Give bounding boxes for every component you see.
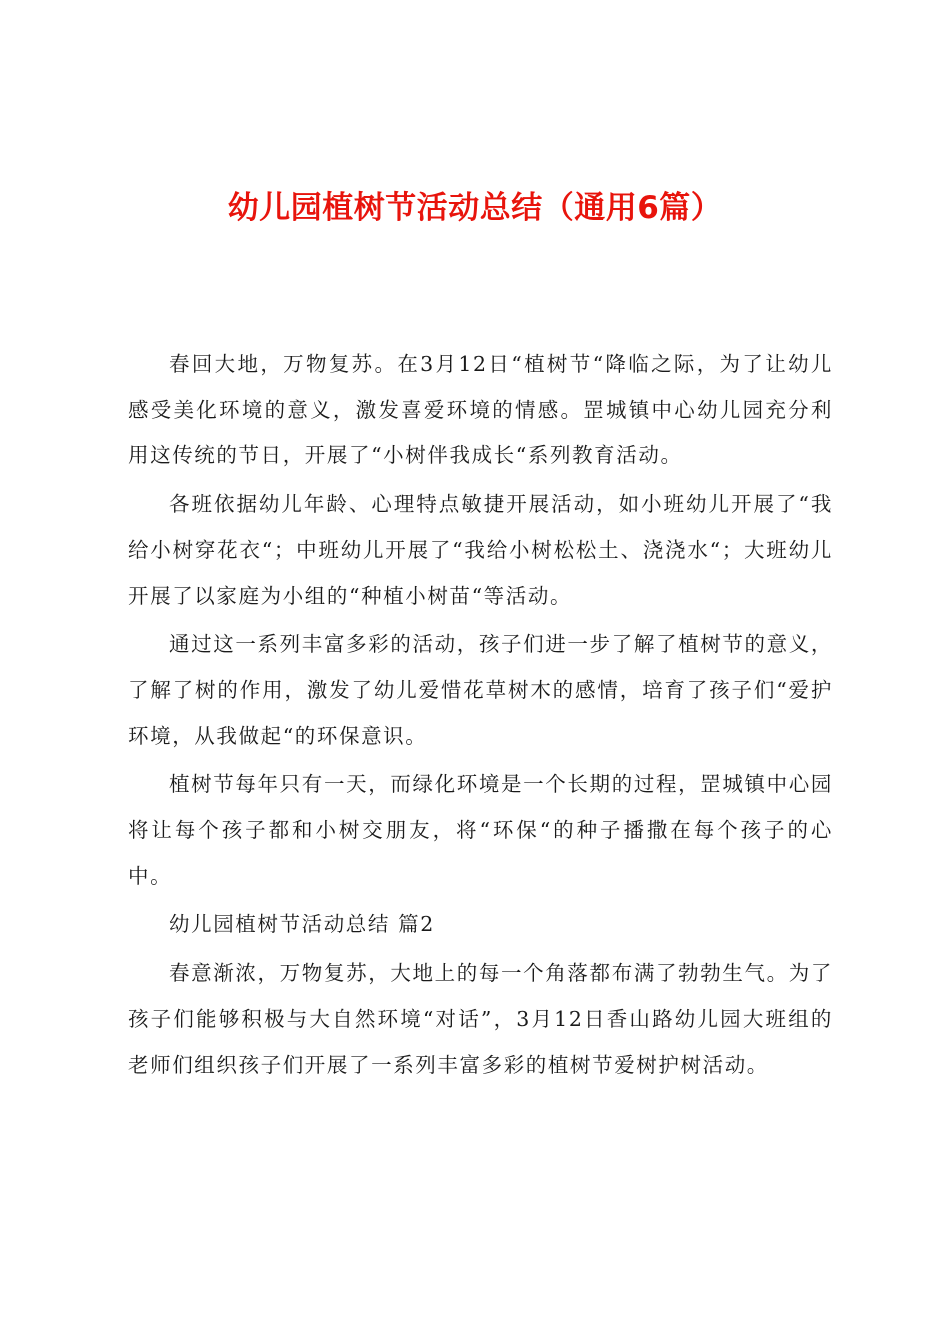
paragraph-3: 通过这一系列丰富多彩的活动，孩子们进一步了解了植树节的意义，了解了树的作用，激发了幼儿爱惜花草树木的感情，培育了孩子们“爱护环境，从我做起“的环保意识。 — [128, 632, 833, 748]
document-body — [128, 342, 833, 1091]
paragraph-2: 各班依据幼儿年龄、心理特点敏捷开展活动，如小班幼儿开展了“我给小树穿花衣“；中班幼儿开展了“我给小树松松土、浇浇水“；大班幼儿开展了以家庭为小组的“种植小树苗“等活动。 — [128, 492, 833, 608]
section-2-heading: 幼儿园植树节活动总结 篇2 — [169, 912, 435, 937]
section-2-paragraph-1: 春意渐浓，万物复苏，大地上的每一个角落都布满了勃勃生气。为了孩子们能够积极与大自然环境“对话”，3月12日香山路幼儿园大班组的老师们组织孩子们开展了一系列丰富多彩的植树节爱树护树活动。 — [128, 961, 833, 1077]
document-title: 幼儿园植树节活动总结（通用6篇） — [227, 190, 723, 226]
paragraph-4: 植树节每年只有一天，而绿化环境是一个长期的过程，罡城镇中心园将让每个孩子都和小树交朋友，将“环保“的种子播撒在每个孩子的心中。 — [128, 772, 833, 888]
paragraph-1: 春回大地，万物复苏。在3月12日“植树节“降临之际，为了让幼儿感受美化环境的意义，激发喜爱环境的情感。罡城镇中心幼儿园充分利用这传统的节日，开展了“小树伴我成长“系列教育活动。 — [128, 352, 833, 468]
